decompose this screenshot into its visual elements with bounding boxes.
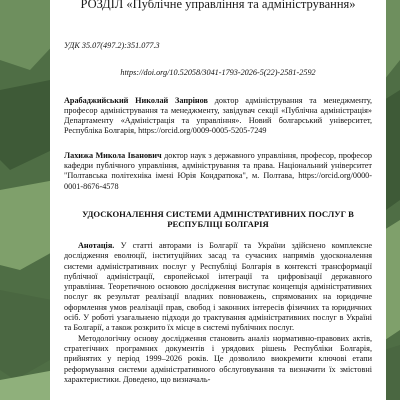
author-1	[64, 96, 372, 137]
author-2-details: доктор наук з державного управління, професор, професор кафедри публічного управління, адміністрування та права. Національний університет "Полтавська політехніка імені Юрія Кондратюка", м. Полтава, https://orcid.org/0000-0001-8676-4578	[64, 150, 373, 191]
abstract-label: Анотація.	[78, 240, 115, 250]
abstract-text: У статті авторами із Болгарії та України здійснено комплексне дослідження еволюції, інституційних засад та сучасних напрямів удосконалення системи адміністративних послуг у Республіці Болгарія в контексті трансформації публічної адміністрації, європейської інтеграції та цифровізації державного управління. Теоретичною основою дослідження виступає концепція адміністративних послуг як результат реалізації владних повноважень, спрямованих на юридичне оформлення умов реалізації прав, свобод і законних інтересів фізичних та юридичних осіб. У роботі узагальнено підходи до трактування адміністративних послуг в Україні та Болгарії, а також розкрито їх місце в системі публічних послуг.	[64, 240, 373, 333]
doi-link[interactable]: https://doi.org/10.52058/3041-1793-2026-5(22)-2581-2592	[120, 68, 316, 78]
section-header: РОЗДІЛ «Публічне управління та адміністрування»	[50, 0, 386, 13]
udk-code: УДК 35.07(497.2):351.077.3	[64, 41, 160, 50]
abstract	[64, 241, 372, 334]
article-page	[50, 0, 386, 400]
abstract-paragraph-2: Методологічну основу дослідження становить аналіз нормативно-правових актів, стратегічних програмних документів і урядових рішень Республіки Болгарія, прийнятих у період 1999–2026 років. Це дозволило виокремити ключові етапи реформування системи адміністративного обслуговування та визначити їх змістовні характеристики. Доведено, що визначаль-	[64, 333, 372, 384]
author-2-name: Лахижа Микола Іванович	[64, 150, 162, 160]
article-title: УДОСКОНАЛЕННЯ СИСТЕМИ АДМІНІСТРАТИВНИХ ПОСЛУГ В РЕСПУБЛІЦІ БОЛГАРІЯ	[82, 208, 354, 229]
author-2	[64, 151, 372, 192]
author-1-name: Арабаджийський Николай Запрінов	[64, 95, 208, 105]
author-1-details: доктор адміністрування та менеджменту, професор адміністрування та менеджменту, завідувач секції «Публічна адміністрація» Департаменту «Адміністрація та управління». Новий болгарський університет, Республіка Болгарія, https://orcid.org/0009-0005-5205-7249	[64, 95, 373, 136]
